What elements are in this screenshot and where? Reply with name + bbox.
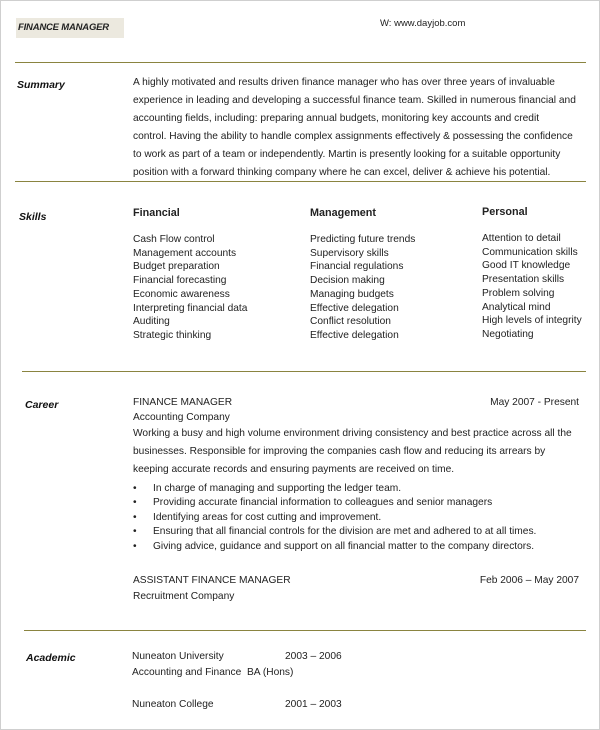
- description-line: businesses. Responsible for improving the companies cash flow and reducing its arrears by: [133, 446, 546, 457]
- skill-item: Financial forecasting: [133, 275, 227, 287]
- job-title: FINANCE MANAGER: [133, 397, 233, 408]
- skill-item: Management accounts: [133, 247, 237, 259]
- job-company: Recruitment Company: [133, 591, 235, 602]
- skill-item: High levels of integrity: [482, 315, 582, 327]
- job-company: Accounting Company: [133, 412, 230, 423]
- skill-item: Strategic thinking: [133, 329, 212, 341]
- skill-item: Conflict resolution: [310, 316, 391, 328]
- skill-item: Attention to detail: [482, 233, 561, 244]
- skill-item: Analytical mind: [482, 301, 551, 313]
- summary-line: accounting fields, including: preparing annual budgets, monitoring key accounts and credit: [133, 113, 540, 124]
- job-dates: May 2007 - Present: [490, 397, 579, 408]
- summary-line: control. Having the ability to handle complex assignments effectively & possessing the confidence: [133, 131, 573, 142]
- bullet-item: [133, 496, 536, 510]
- skill-item: Economic awareness: [133, 288, 230, 300]
- skill-item: Cash Flow control: [133, 234, 215, 245]
- bullet-text: Providing accurate financial information to colleagues and senior managers: [153, 497, 493, 509]
- bullet-item: [133, 525, 536, 539]
- skill-item: Good IT knowledge: [482, 260, 571, 272]
- skill-item: Communication skills: [482, 246, 578, 258]
- bullet-icon: •: [133, 511, 137, 523]
- description-line: keeping accurate records and ensuring payments are received on time.: [133, 464, 455, 475]
- bullet-item: [133, 482, 536, 496]
- divider: [15, 62, 586, 63]
- summary-line: A highly motivated and results driven finance manager who has over three years of invaluable: [133, 77, 555, 88]
- skill-item: Auditing: [133, 316, 170, 328]
- skill-item: Problem solving: [482, 287, 555, 299]
- website-link[interactable]: www.dayjob.com: [394, 18, 466, 29]
- skill-item: Interpreting financial data: [133, 302, 248, 314]
- summary-text: [133, 74, 583, 182]
- divider: [15, 181, 586, 182]
- skill-item: Managing budgets: [310, 288, 394, 300]
- skills-column-management: [310, 207, 415, 343]
- academic-years: 2003 – 2006: [285, 651, 342, 662]
- job-bullets: [133, 482, 536, 554]
- summary-label: Summary: [17, 79, 65, 91]
- skill-item: Predicting future trends: [310, 234, 416, 245]
- skill-item: Budget preparation: [133, 261, 220, 273]
- skills-label: Skills: [19, 211, 47, 223]
- skill-item: Negotiating: [482, 328, 534, 340]
- bullet-icon: •: [133, 526, 137, 538]
- column-heading: Management: [310, 207, 376, 219]
- summary-line: to work as part of a team or independently. Martin is presently looking for a suitable opportunity: [133, 149, 561, 160]
- skills-column-personal: [482, 206, 582, 342]
- bullet-text: Identifying areas for cost cutting and improvement.: [153, 511, 382, 523]
- summary-line: position with a forward thinking company where he can excel, deliver & achieve his potential.: [133, 167, 551, 178]
- skill-item: Effective delegation: [310, 329, 399, 341]
- website-label: W:: [380, 18, 395, 29]
- job-title: ASSISTANT FINANCE MANAGER: [133, 575, 291, 586]
- website-line: [380, 18, 465, 29]
- institution: Nuneaton College: [132, 699, 214, 710]
- column-heading: Financial: [133, 207, 180, 219]
- bullet-icon: •: [133, 497, 137, 509]
- bullet-item: [133, 540, 536, 554]
- qualification: Accounting and Finance BA (Hons): [132, 667, 294, 678]
- column-heading: Personal: [482, 206, 528, 218]
- description-line: Working a busy and high volume environment driving consistency and best practice across all the: [133, 428, 572, 439]
- skill-item: Supervisory skills: [310, 247, 389, 259]
- header-title: FINANCE MANAGER: [18, 22, 109, 33]
- bullet-icon: •: [133, 540, 137, 552]
- skill-item: Presentation skills: [482, 274, 565, 286]
- divider: [24, 630, 586, 631]
- bullet-text: Ensuring that all financial controls for the division are met and adhered to at all times.: [153, 526, 537, 538]
- bullet-icon: •: [133, 483, 137, 494]
- bullet-text: In charge of managing and supporting the ledger team.: [153, 483, 402, 494]
- skills-column-financial: [133, 207, 247, 343]
- job-dates: Feb 2006 – May 2007: [479, 575, 579, 586]
- skill-item: Financial regulations: [310, 261, 404, 273]
- summary-line: experience in leading and developing a successful finance team. Skilled in numerous financial and: [133, 95, 576, 106]
- academic-years: 2001 – 2003: [285, 699, 342, 710]
- skill-item: Decision making: [310, 275, 385, 287]
- divider: [22, 371, 586, 372]
- bullet-text: Giving advice, guidance and support on all financial matter to the company directors.: [153, 540, 535, 552]
- institution: Nuneaton University: [132, 651, 224, 662]
- academic-label: Academic: [26, 652, 76, 664]
- bullet-item: [133, 511, 536, 525]
- job-description: [133, 425, 583, 479]
- skill-item: Effective delegation: [310, 302, 399, 314]
- career-label: Career: [25, 399, 59, 411]
- header-title-box: [16, 18, 124, 38]
